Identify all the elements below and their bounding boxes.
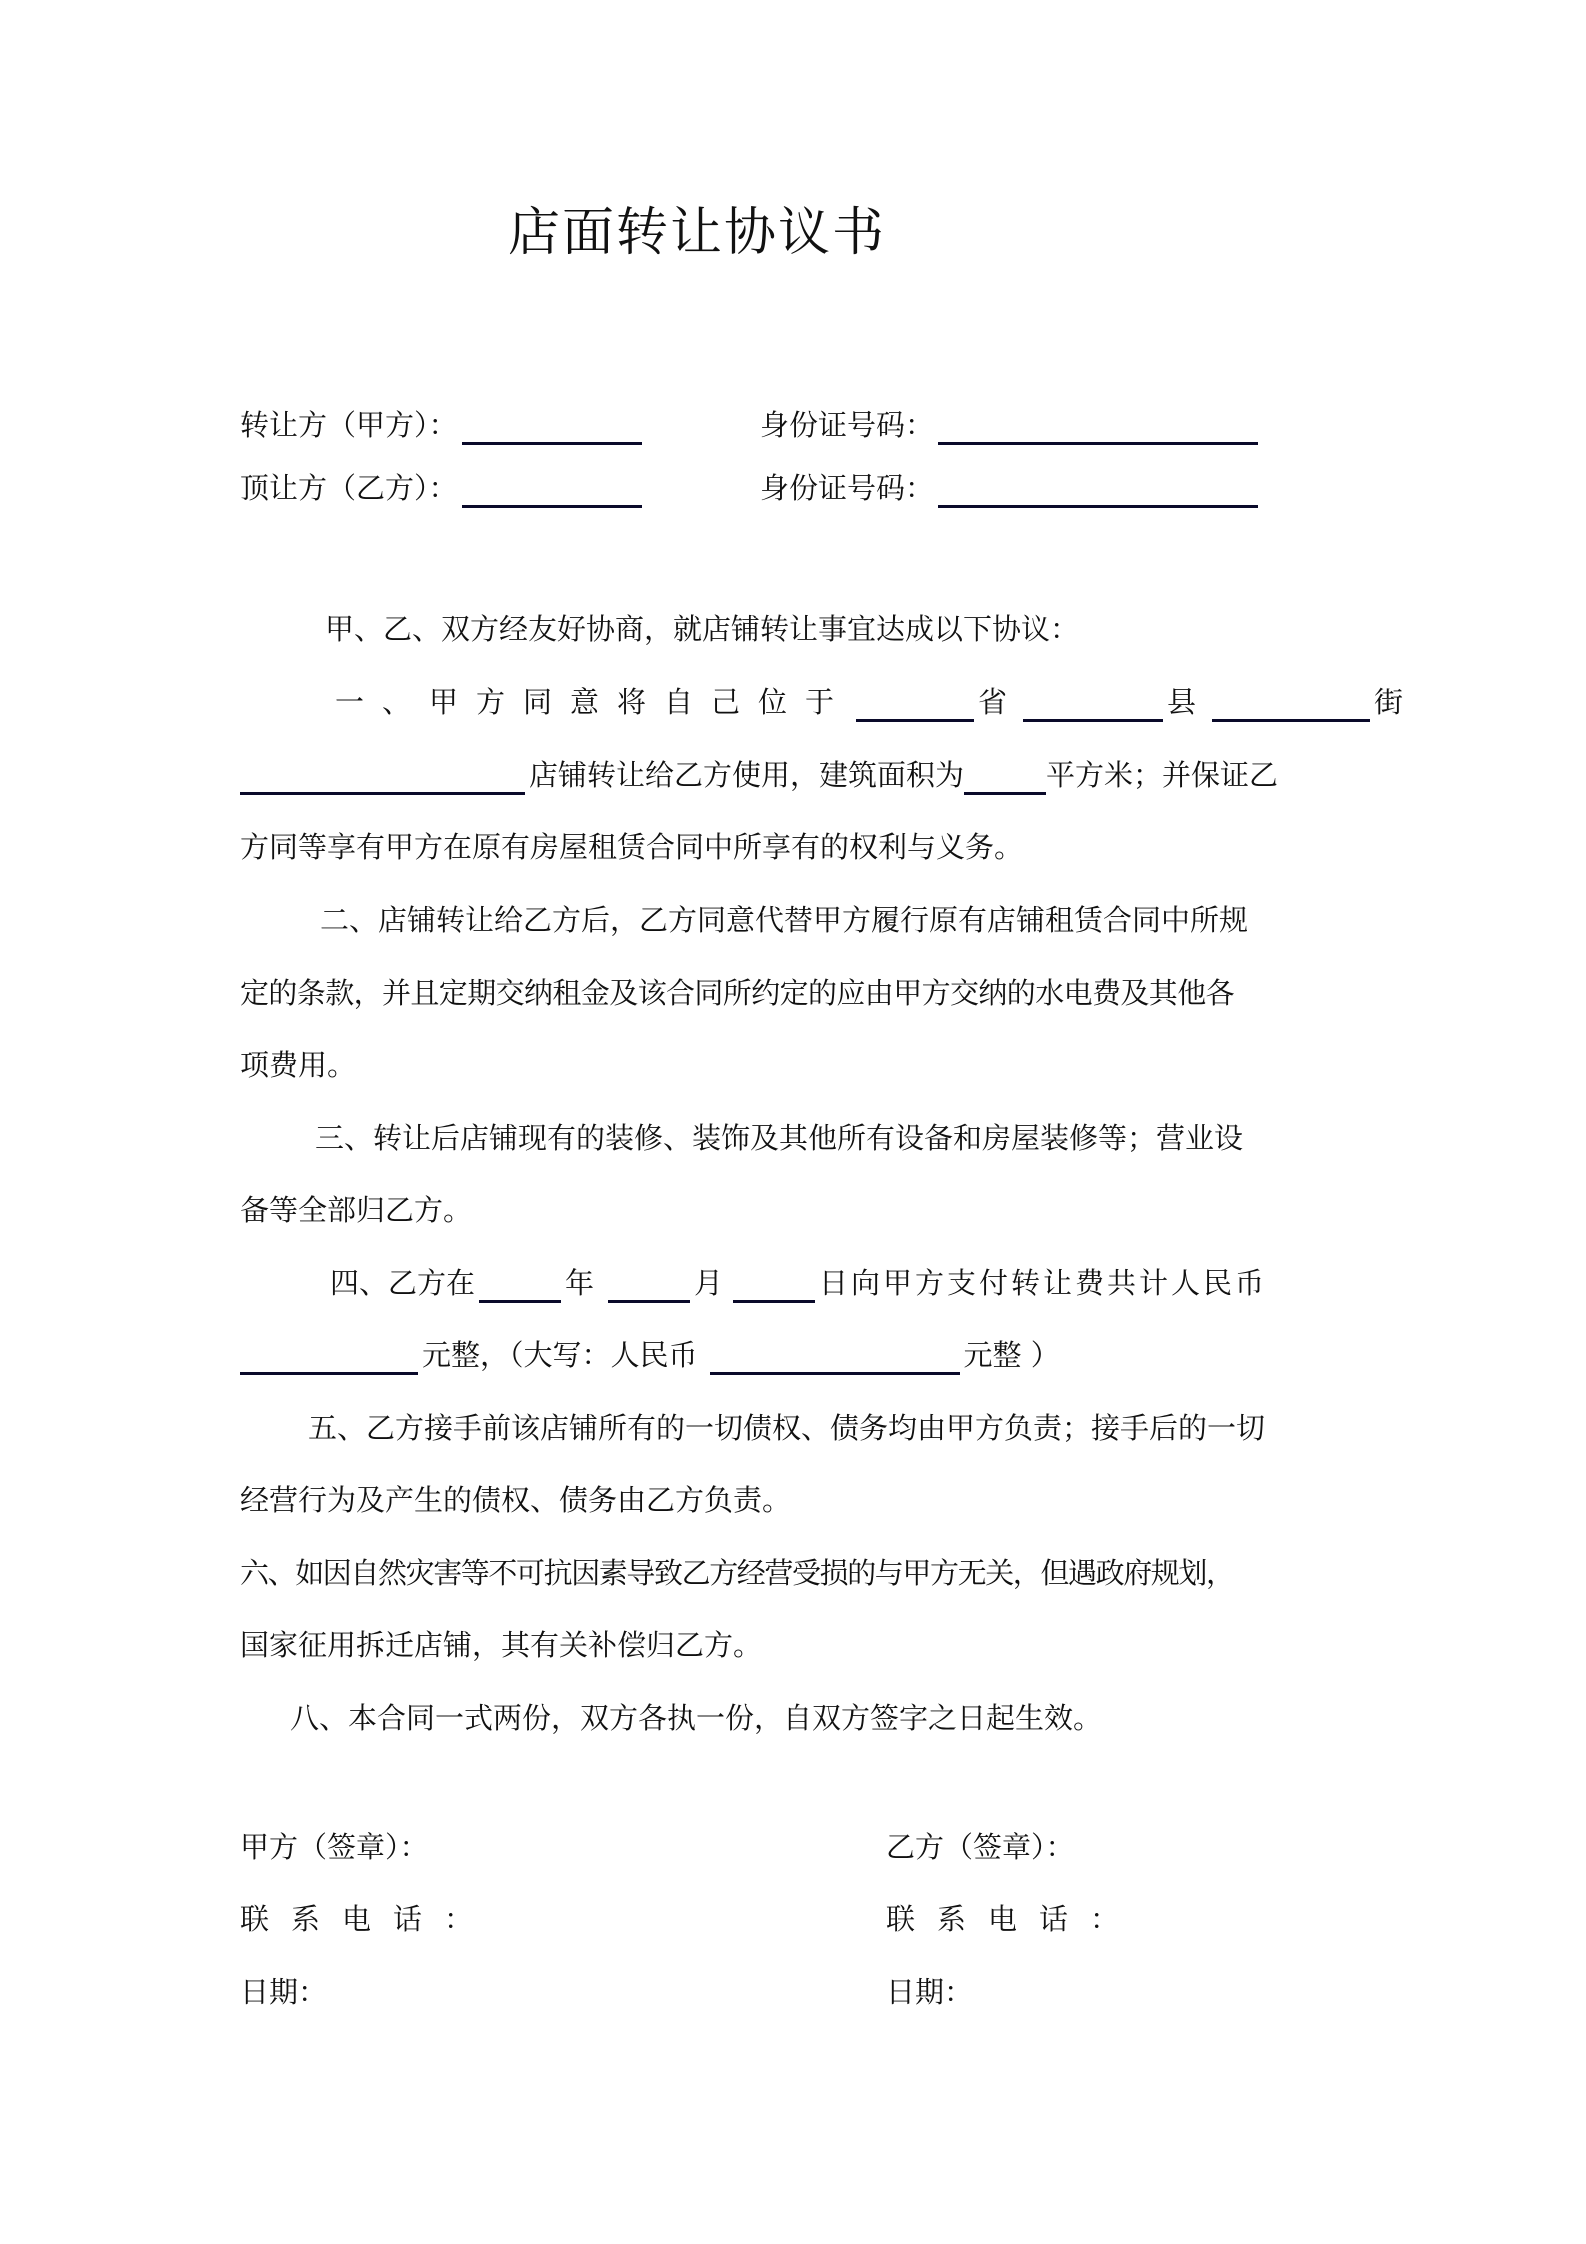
clause1-text-e: 店铺转让给乙方使用，建筑面积为 — [529, 758, 965, 792]
clause4-text-f: 元整 ） — [963, 1338, 1060, 1372]
clause6-line2: 国家征用拆迁店铺，其有关补偿归乙方。 — [240, 1628, 763, 1662]
party-b-phone: 联系电话： — [886, 1902, 1142, 1936]
transferor-row — [240, 405, 646, 445]
transferee-row — [240, 468, 646, 508]
clause3-line2: 备等全部归乙方。 — [240, 1193, 473, 1227]
clause8: 八、本合同一式两份，双方各执一份，自双方签字之日起生效。 — [290, 1701, 1103, 1735]
clause1-text-a: 一、甲方同意将自己位于 — [335, 685, 853, 719]
party-a-phone: 联系电话： — [240, 1902, 496, 1936]
transferor-label: 转让方（甲方）： — [240, 408, 458, 442]
transferee-name-blank[interactable] — [462, 475, 642, 508]
clause5-line2: 经营行为及产生的债权、债务由乙方负责。 — [240, 1483, 792, 1517]
clause1-line2 — [240, 755, 1278, 795]
clause4-line2 — [240, 1335, 1060, 1375]
intro-paragraph: 甲、乙、双方经友好协商，就店铺转让事宜达成以下协议： — [325, 612, 1080, 646]
month-blank[interactable] — [608, 1270, 690, 1303]
street-blank[interactable] — [1212, 689, 1370, 722]
party-a-seal: 甲方（签章）： — [240, 1830, 429, 1864]
clause4-text-e: 元整，（大写：人民币 — [422, 1338, 698, 1372]
clause4-text-d: 日向甲方支付转让费共计人民币 — [819, 1266, 1268, 1300]
transferee-label: 顶让方（乙方）： — [240, 471, 458, 505]
clause2-line2: 定的条款，并且定期交纳租金及该合同所约定的应由甲方交纳的水电费及其他各 — [240, 976, 1235, 1010]
transferee-id-blank[interactable] — [938, 475, 1258, 508]
clause3-line1: 三、转让后店铺现有的装修、装饰及其他所有设备和房屋装修等；营业设 — [315, 1121, 1244, 1155]
day-blank[interactable] — [733, 1270, 815, 1303]
document-title: 店面转让协议书 — [508, 203, 887, 263]
clause1-text-c: 县 — [1167, 685, 1197, 719]
clause5-line1: 五、乙方接手前该店铺所有的一切债权、债务均由甲方负责；接手后的一切 — [308, 1411, 1266, 1445]
party-a-date: 日期： — [240, 1975, 328, 2009]
transferee-id-row — [760, 468, 1262, 508]
party-b-seal: 乙方（签章）： — [886, 1830, 1075, 1864]
clause4-text-b: 年 — [565, 1266, 595, 1300]
party-b-date: 日期： — [886, 1975, 974, 2009]
transferor-id-label: 身份证号码： — [760, 408, 935, 442]
transferor-id-blank[interactable] — [938, 412, 1258, 445]
clause4-text-c: 月 — [694, 1266, 724, 1300]
clause1-text-b: 省 — [978, 685, 1008, 719]
clause1-line3: 方同等享有甲方在原有房屋租赁合同中所享有的权利与义务。 — [240, 830, 1024, 864]
clause4-text-a: 四、乙方在 — [330, 1266, 476, 1300]
transferor-id-row — [760, 405, 1262, 445]
clause2-line3: 项费用。 — [240, 1048, 357, 1082]
transferor-name-blank[interactable] — [462, 412, 642, 445]
county-blank[interactable] — [1023, 689, 1163, 722]
amount-numeric-blank[interactable] — [240, 1342, 418, 1375]
clause1-text-d: 街 — [1374, 685, 1404, 719]
area-blank[interactable] — [964, 762, 1046, 795]
amount-written-blank[interactable] — [710, 1342, 960, 1375]
year-blank[interactable] — [479, 1270, 561, 1303]
clause1-line1 — [335, 682, 1403, 722]
province-blank[interactable] — [856, 689, 974, 722]
clause2-line1: 二、店铺转让给乙方后，乙方同意代替甲方履行原有店铺租赁合同中所规 — [320, 903, 1249, 937]
clause4-line1 — [330, 1263, 1267, 1303]
clause1-text-f: 平方米；并保证乙 — [1046, 758, 1279, 792]
shop-address-blank[interactable] — [240, 762, 525, 795]
transferee-id-label: 身份证号码： — [760, 471, 935, 505]
clause6-line1: 六、如因自然灾害等不可抗因素导致乙方经营受损的与甲方无关，但遇政府规划， — [240, 1556, 1234, 1590]
